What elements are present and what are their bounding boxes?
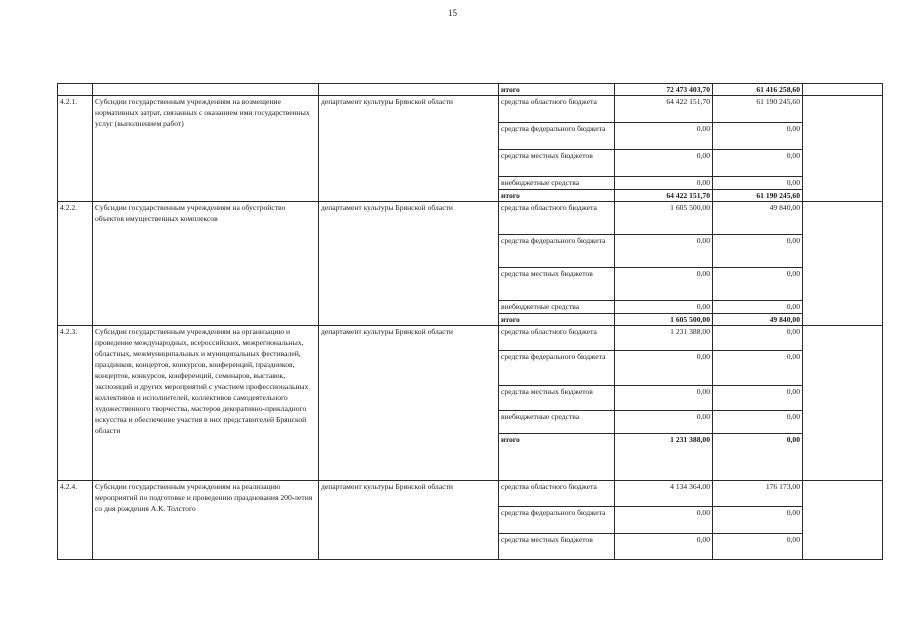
measure-name: Субсидии государственным учреждениям на обустройство объектов имущественных комплексов: [93, 202, 319, 326]
value-col-2: 0,00: [713, 177, 803, 190]
value-col-2: 176 173,00: [713, 481, 803, 507]
measure-name: Субсидии государственным учреждениям на возмещение нормативных затрат, связанных с оказанием ими государственных услуг (выполнением работ): [93, 96, 319, 202]
value-col-2: 49 840,00: [713, 202, 803, 235]
source-label: средства местных бюджетов: [499, 268, 615, 301]
value-col-2: 61 190 245,60: [713, 96, 803, 123]
table-row: [58, 326, 883, 351]
source-label: средства областного бюджета: [499, 96, 615, 123]
source-label: средства областного бюджета: [499, 326, 615, 351]
source-label: средства федерального бюджета: [499, 235, 615, 268]
source-label: внебюджетные средства: [499, 177, 615, 190]
source-label: средства местных бюджетов: [499, 386, 615, 411]
department: департамент культуры Брянской области: [319, 96, 499, 202]
source-label: итого: [499, 190, 615, 202]
source-label: средства областного бюджета: [499, 481, 615, 507]
source-label: средства местных бюджетов: [499, 150, 615, 177]
source-label: средства федерального бюджета: [499, 351, 615, 386]
value-col-2: 0,00: [713, 301, 803, 314]
value-col-2: 49 840,00: [713, 314, 803, 326]
row-number: 4.2.3.: [58, 326, 93, 481]
table-row-header-total: [58, 84, 883, 96]
value-col-1: 4 134 364,00: [615, 481, 713, 507]
value-col-1: 0,00: [615, 301, 713, 314]
value-col-2: 0,00: [713, 386, 803, 411]
value-col-2: 0,00: [713, 434, 803, 481]
measure-name: Субсидии государственным учреждениям на реализацию мероприятий по подготовке и проведению празднования 200-летия со дня рождения А.К. Толстого: [93, 481, 319, 560]
value-col-2: 0,00: [713, 411, 803, 434]
value-col-1: 64 422 151,70: [615, 96, 713, 123]
measure-name: Субсидии государственным учреждениям на организацию и проведение международных, всероссийских, межрегиональных, областных, межмуниципальных и муниципальных фестивалей, праздников, концертов, конкурсов, конференций, праздников, концертов, конкурсов, конференций, семинаров, выставок, экспозиций и других мероприятий с участием профессиональных коллективов и исполнителей, коллективов самодеятельного художественного творчества, мастеров декоративно-прикладного искусства и обеспечение участия в них представителей Брянской области: [93, 326, 319, 481]
row-number: 4.2.4.: [58, 481, 93, 560]
value-col-1: 0,00: [615, 268, 713, 301]
source-label: средства федерального бюджета: [499, 123, 615, 150]
source-label: итого: [499, 434, 615, 481]
row-number: 4.2.2.: [58, 202, 93, 326]
source-label: внебюджетные средства: [499, 411, 615, 434]
source-label: средства федерального бюджета: [499, 507, 615, 534]
value-col-1: 0,00: [615, 411, 713, 434]
value-col-1: 1 605 500,00: [615, 314, 713, 326]
source-label: итого: [499, 314, 615, 326]
value-col-2: 61 416 258,60: [713, 84, 803, 96]
value-col-2: 0,00: [713, 326, 803, 351]
value-col-1: 1 231 388,00: [615, 434, 713, 481]
value-col-1: 0,00: [615, 150, 713, 177]
value-col-1: 1 231 388,00: [615, 326, 713, 351]
funding-table: [57, 83, 883, 560]
value-col-2: 0,00: [713, 351, 803, 386]
value-col-1: 0,00: [615, 123, 713, 150]
value-col-2: 61 190 245,60: [713, 190, 803, 202]
value-col-2: 0,00: [713, 534, 803, 560]
table-row: [58, 481, 883, 507]
table-row: [58, 202, 883, 235]
value-col-1: 1 605 500,00: [615, 202, 713, 235]
value-col-2: 0,00: [713, 268, 803, 301]
source-label: внебюджетные средства: [499, 301, 615, 314]
value-col-1: 0,00: [615, 177, 713, 190]
source-label: итого: [499, 84, 615, 96]
value-col-2: 0,00: [713, 123, 803, 150]
department: департамент культуры Брянской области: [319, 326, 499, 481]
department: департамент культуры Брянской области: [319, 202, 499, 326]
row-number: 4.2.1.: [58, 96, 93, 202]
value-col-1: 0,00: [615, 534, 713, 560]
value-col-1: 64 422 151,70: [615, 190, 713, 202]
source-label: средства областного бюджета: [499, 202, 615, 235]
value-col-1: 0,00: [615, 351, 713, 386]
value-col-2: 0,00: [713, 150, 803, 177]
department: департамент культуры Брянской области: [319, 481, 499, 560]
table-row: [58, 96, 883, 123]
value-col-2: 0,00: [713, 507, 803, 534]
value-col-1: 0,00: [615, 507, 713, 534]
value-col-1: 0,00: [615, 235, 713, 268]
value-col-1: 72 473 403,70: [615, 84, 713, 96]
value-col-1: 0,00: [615, 386, 713, 411]
value-col-2: 0,00: [713, 235, 803, 268]
page-number: 15: [448, 8, 457, 18]
source-label: средства местных бюджетов: [499, 534, 615, 560]
